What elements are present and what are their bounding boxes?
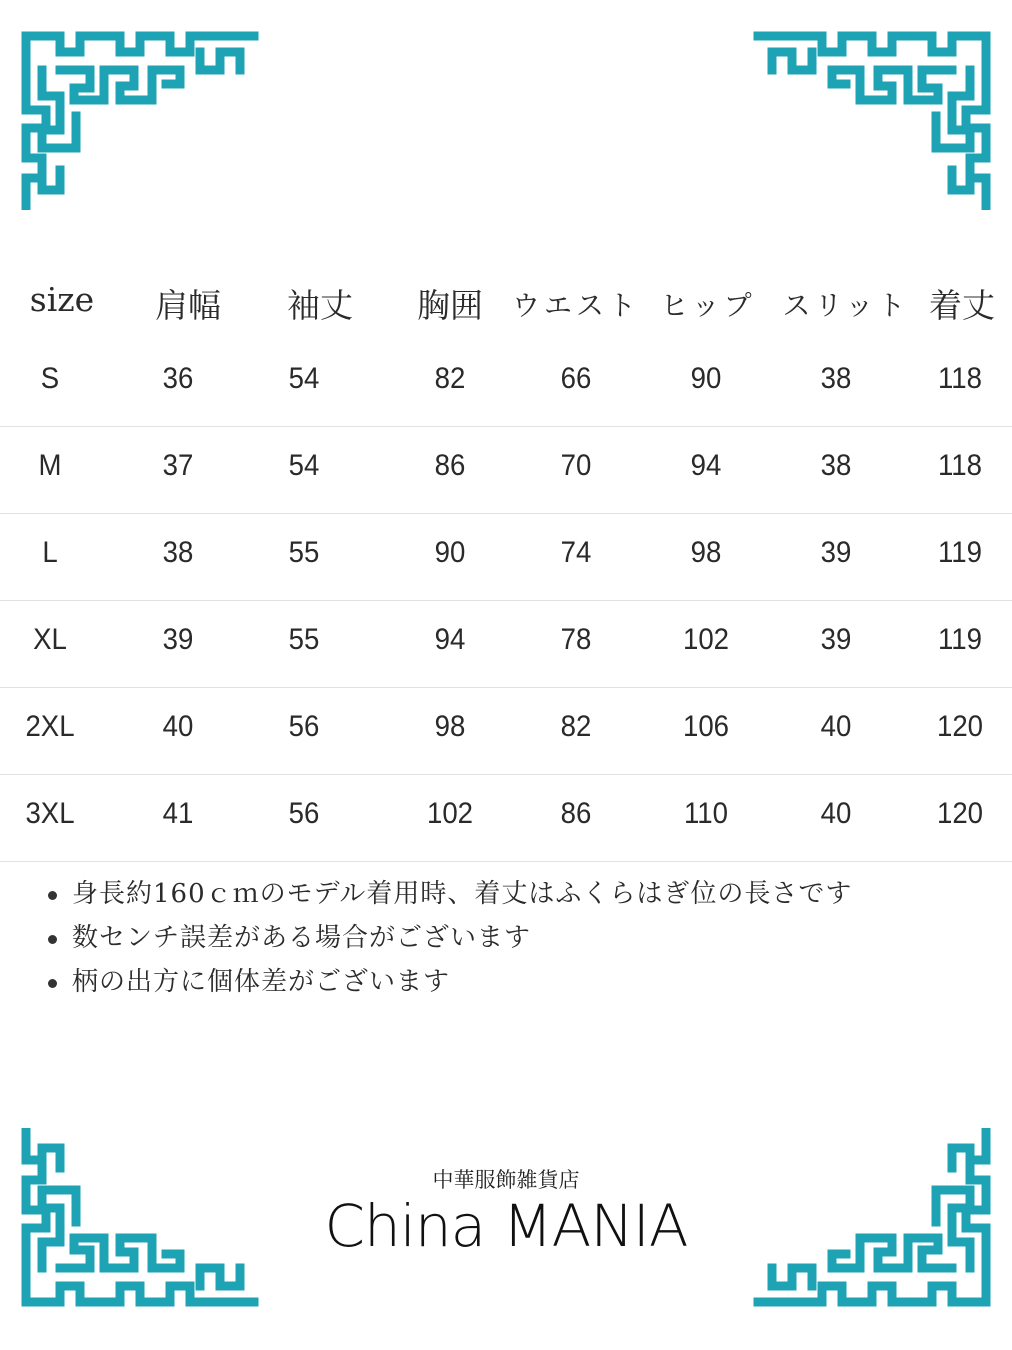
table-cell: 90 [690,362,722,395]
table-cell: 54 [288,449,320,482]
brand-subtitle: 中華服飾雑貨店 [432,1168,580,1192]
table-cell: 54 [288,362,320,395]
size-label: S [40,362,60,395]
table-cell: 39 [162,623,194,656]
table-cell: 119 [937,536,983,569]
table-cell: 40 [162,710,194,743]
header-sleeve: 袖丈 [287,286,353,325]
table-cell: 90 [434,536,466,569]
note-item: 数センチ誤差がある場合がございます [44,916,852,960]
table-cell: 74 [560,536,592,569]
table-row [0,514,1012,601]
table-cell: 40 [820,710,852,743]
header-waist: ウエスト [511,289,641,322]
table-cell: 94 [434,623,466,656]
table-cell: 56 [288,797,320,830]
table-cell: 41 [162,797,194,830]
table-cell: 98 [690,536,722,569]
header-slit: スリット [782,289,910,322]
notes-list [44,872,852,1004]
table-cell: 120 [936,797,984,830]
table-cell: 98 [434,710,466,743]
table-cell: 36 [162,362,194,395]
table-cell: 39 [820,623,852,656]
table-cell: 70 [560,449,592,482]
table-cell: 102 [426,797,474,830]
header-size: size [29,280,95,319]
table-cell: 120 [936,710,984,743]
table-header [0,262,1012,340]
note-item: 身長約160ｃｍのモデル着用時、着丈はふくらはぎ位の長さです [44,872,852,916]
table-cell: 94 [690,449,722,482]
table-row [0,601,1012,688]
table-cell: 55 [288,536,320,569]
table-cell: 38 [820,362,852,395]
table-cell: 55 [288,623,320,656]
brand-logo: China MANIA [324,1192,688,1260]
table-row [0,427,1012,514]
table-cell: 118 [937,362,983,395]
table-cell: 40 [820,797,852,830]
table-body [0,340,1012,862]
table-cell: 66 [560,362,592,395]
header-hip: ヒップ [660,289,756,322]
header-length: 着丈 [929,286,995,325]
table-cell: 78 [560,623,592,656]
table-cell: 110 [683,797,729,830]
size-label: 2XL [25,710,75,743]
size-label: 3XL [25,797,75,830]
table-cell: 56 [288,710,320,743]
header-chest: 胸囲 [417,286,483,325]
table-cell: 38 [820,449,852,482]
note-item: 柄の出方に個体差がございます [44,960,852,1004]
size-label: L [42,536,58,569]
table-cell: 37 [162,449,194,482]
header-shoulder: 肩幅 [155,286,221,325]
table-cell: 86 [434,449,466,482]
table-cell: 39 [820,536,852,569]
size-label: M [38,449,62,482]
fret-corner-top-right-icon [752,30,992,210]
fret-corner-top-left-icon [20,30,260,210]
table-row [0,775,1012,862]
table-row [0,340,1012,427]
table-cell: 38 [162,536,194,569]
table-row [0,688,1012,775]
table-cell: 102 [682,623,730,656]
size-label: XL [33,623,67,656]
table-cell: 82 [434,362,466,395]
table-cell: 119 [937,623,983,656]
size-table [0,262,1012,862]
table-cell: 86 [560,797,592,830]
table-cell: 118 [937,449,983,482]
table-cell: 106 [682,710,730,743]
table-cell: 82 [560,710,592,743]
